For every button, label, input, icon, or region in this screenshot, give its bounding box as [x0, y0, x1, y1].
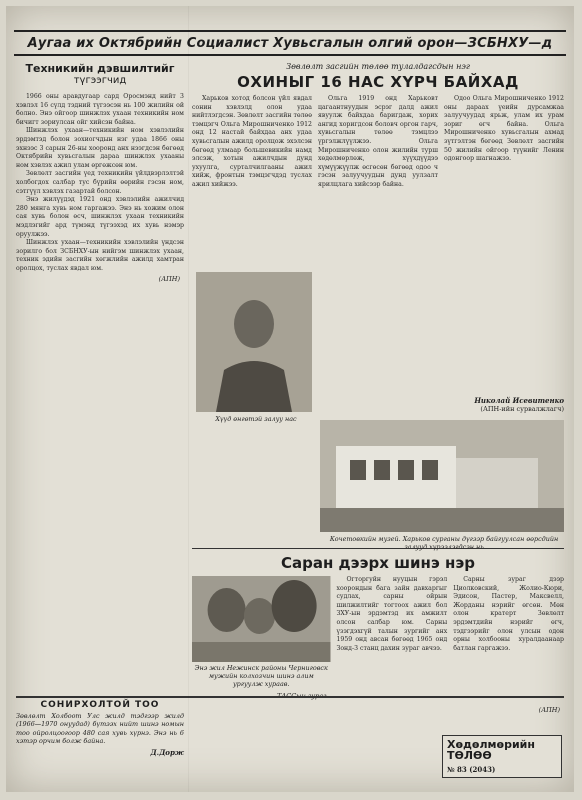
left-paragraph-4: Энэ жилүүдэд 1921 онд хэвлэлийн ажилчид 280 мянга хувь ном гаргажээ. Энэ нь хожим олон сая хувь болон өсч, шинжлэх ухаан техникийн мэдлэгийг ард түмэнд түгээхэд их хувь нэмэр оруулжээ.: [16, 196, 184, 238]
space-source: (АПН): [538, 706, 560, 714]
feature-kicker: Зөвлөлт засгийн төлөө тулалдагсдын нэг: [286, 62, 470, 71]
feature-agency: (АПН-ийн сурвалжлагч): [480, 405, 564, 413]
column-rule: [188, 6, 189, 792]
left-heading: Техникийн дэвшилтийг: [25, 62, 175, 75]
feature-col-2: Ольга 1919 онд Харьковт цагаантнуудын эсрэг далд ажил явуулж байхдаа баригдаж, хорих ангид хоригдсон боловч оргон гарч, хувьсгалын төлөө тэмцлээ үргэлжлүүлжээ. Ольга Мирошниченко олон жилийн турш хөдөлмөрлөж, хүүхдүүдээ хүмүүжүүлж өсгөсөн бөгөөд одоо ч гэсэн залуучуудын дунд уулзалт ярилцлага хийсээр байна.: [318, 95, 438, 188]
feature-author: Николай Исевитенко: [474, 396, 564, 405]
page-banner: [14, 30, 566, 56]
bottom-signature: Д.Дорж: [150, 747, 184, 757]
orchard-source: ТАССын зураг: [276, 692, 327, 700]
feature-body: [192, 95, 564, 190]
bottom-title: СОНИРХОЛТОЙ ТОО: [40, 700, 160, 710]
bottom-text: Зөвлөлт Холбоот Улс жилд тэдгээр жилд (1966—1970 онуудад) бүтээх нийт шинэ номын тоо ойролцоогоор 480 сая хувь хүрнэ. Энэ нь 6 хэтэр орчим болж байна.: [16, 712, 184, 746]
newspaper-page: [6, 6, 574, 792]
feature-building-photo: [320, 420, 564, 532]
feature-col-3: Одоо Ольга Мирошниченко 1912 оны дараах үеийн дурсамжаа залуучуудад ярьж, улам их урам зориг өгч байна. Ольга Мирошниченко хувьсгалын ахмад зүтгэлтэн бөгөөд Зөвлөлт засгийн 50 жилийн ойгоор түүнийг Ленин одонгоор шагнажээ.: [444, 95, 564, 163]
orchard-caption: Энэ жил Нежинск районы Черниговск мужийн колхозчин шинэ алим ургуулж хураав.: [194, 664, 328, 688]
space-title: Саран дээрх шинэ нэр: [280, 554, 476, 572]
portrait-illustration: [196, 272, 312, 412]
building-illustration: [320, 420, 564, 532]
space-col-2: Сарны зураг дээр Циолковский, Жолио-Кюри, Эдисон, Пастер, Максвелл, Жорданы нэрийг өгсөн. Мөн олон кратерт Зөвлөлт эрдэмтдийн нэрийг өгч, тэдгээрийг олон улсын одон орны холбооны хуралдаанаар батлан гаргажээ.: [453, 576, 564, 652]
left-column: [16, 62, 184, 690]
left-paragraph-5: Шинжлэх ухаан—техникийн хэвлэлийн үндсэн зорилго бол ЗСБНХУ-ын нийгэм шинжлэх ухаан, техник эдийн засгийн хөгжлийн ажилд хамтран оролцох, туслах явдал юм.: [16, 239, 184, 272]
orchard-illustration: [192, 576, 330, 662]
orchard-photo: [192, 576, 330, 662]
masthead-line-1: Хөдөлмөрийн: [447, 738, 535, 751]
feature-divider: [192, 548, 564, 549]
feature-title: ОХИНЫГ 16 НАС ХҮРЧ БАЙХАД: [237, 73, 519, 91]
left-subheading: түгээгчид: [73, 75, 127, 86]
space-body: [192, 576, 564, 704]
feature-byline: [320, 396, 564, 413]
issue-number: № 83 (2043): [447, 765, 496, 774]
feature-right-caption: Кочетовкийн музей. Харьков сурганы дүгээр байгуулсан өөрсдийн залууд хүрээлэгдсэн нь: [329, 535, 559, 551]
left-paragraph-1: 1966 оны аравдугаар сард Оросмэнд нийт 3 хэвлэл 16 сүлд тэдний түгээсэн нь 100 жилийн ой болно. Энэ ойгоор шинжлэх ухаан техникийн ном бичигт зориулсан ойг хийсэн байна.: [16, 93, 184, 126]
masthead-line-2: ТӨЛӨӨ: [447, 749, 492, 762]
feature-article: [192, 62, 564, 272]
left-source: (АПН): [158, 275, 180, 284]
left-paragraph-2: Шинжлэх ухаан—техникийн ном хэвлэлийн эрдэмтэд болон зохиогчдын нэг удаа 1866 оны эхнээс 3 сарын 26-ны хооронд анх нээгдсэн бөгөөд Октябрийн хувьсгалын дараа шинжлэх ухааны ном хэвлэх ажил улам өргөжсөн юм.: [16, 127, 184, 169]
left-paragraph-3: Зөвлөлт засгийн үед техникийн үйлдвэрлэлтэй холбогдох салбар тус бүрийн өөрийн гэсэн ном, сэтгүүл хэвлэх газартай болсон.: [16, 170, 184, 195]
masthead: [442, 735, 562, 778]
feature-left-caption: Хүүд өнгөтэй залуу нас: [215, 415, 297, 423]
feature-col-1: Харьков хотод болсон үйл явдал сонин хэвлэлд олон удаа нийтлэгдсэн. Зөвлөлт засгийн төлөө тэмцэгч Ольга Мирошниченко 1912 онд 12 настай байхдаа анх удаа хувьсгалын ажилд оролцож эхэлсэн бөгөөд улмаар большевикийн намд элсэж, хотын ажилчдын дунд ухуулга, сурталчилгааны ажил хийж, фронтын тэмцэгчдэд туслах ажил хийжээ.: [192, 95, 312, 188]
space-col-1: Огторгуйн нууцын гэрэл хоорондын бага зайн давхаргыг судлах, сарны ойрын шилжилтийг тогтоох ажил бол ЗХУ-ын эрдэмтэд их амжилт олсон салбар юм. Сарны үзэгдэхгүй талын зургийг анх 1959 онд авсан бөгөөд 1965 онд Зонд-3 станц дахин зураг авчээ.: [336, 576, 448, 652]
feature-portrait-photo: [196, 272, 312, 412]
banner-text: Аугаа их Октябрийн Социалист Хувьсгалын олгий орон—ЗСБНХУ—д: [27, 35, 553, 51]
space-article: [192, 554, 564, 714]
